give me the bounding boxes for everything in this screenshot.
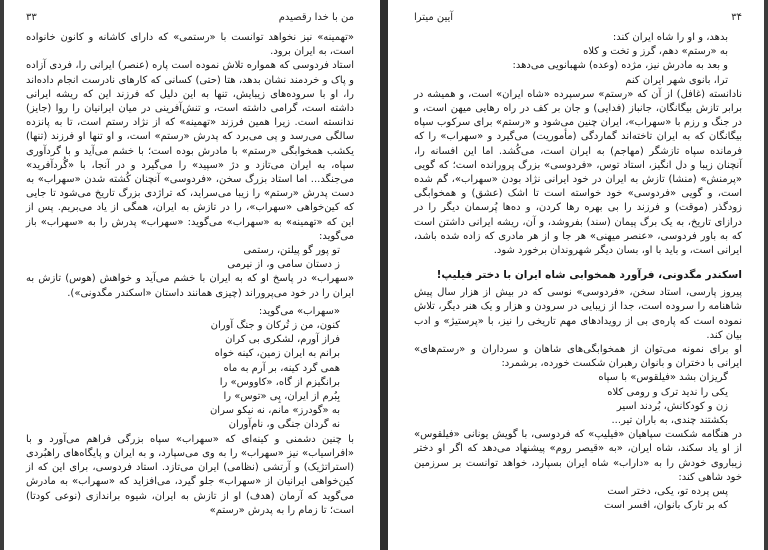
verse-line: ز دستان سامی و، از نیرمی — [227, 259, 340, 271]
paragraph: «تهمینه» نیز نخواهد توانست با «رستمی» که دارای کاشانه و کانون خانواده است، به ایران برود. — [26, 32, 354, 58]
verse-line: بدهد، و او را شاه ایران کند: — [612, 32, 728, 43]
running-title: من با خدا رقصیدم — [278, 12, 354, 23]
book-spine — [380, 0, 388, 550]
verse-line: گریزان بشد «فیلقوس» با سپاه — [598, 372, 728, 384]
verse-line: کنون، من ز تُرکان و جنگ آوران — [210, 320, 340, 332]
verse-line: برانگیزم از گاه، «کاووس» را — [219, 376, 340, 388]
verse-line: «سهراب» می‌گوید: — [258, 305, 340, 317]
verse-line: زن و کودکانش، بُردند اسیر — [616, 400, 728, 412]
verse-line: فراز آورم، لشکری بی کران — [225, 334, 340, 346]
page-body — [414, 31, 742, 514]
verse-line: همی گرد کینه، بر آرم به ماه — [223, 362, 340, 374]
page-number: ۳۳ — [26, 12, 37, 23]
paragraph: در هنگامه شکست سپاهیان «فیلیپ» که فردوسی، با گویش یونانی «فیلقوس» از او یاد سکند، شاه ایران، «به «قیصر روم» پیشنهاد می‌دهد که اگر او دختر زیباروی خودش را به «داراب» شاه ایران بسپارد، خواهد توانست بر سرزمین خود شاهی کند: — [414, 429, 742, 483]
page-number: ۳۴ — [731, 12, 742, 23]
verse-line: به «رستم» دهم، گرز و تخت و کلاه — [583, 46, 728, 58]
paragraph: نادانسته (غافل) از آن که «رستم» سرسپرده «شاه ایران» است، و همیشه در برابر تازش بیگانگان، جانباز (فدایی) و جان بر کف در راه رهایی میهن است، و در جنگ و رزم با «سهراب»، ایران چنین می‌شود و «رستم» برای سرکوب سپاه بیگانگان که به ایران تاخته‌اند گماردگی (مأموریت) می‌گیرد و «سهراب» را که فرمانده سپاه تازشگر (مهاجم) به ایران است، می‌کُشد. اما این افسانه را، آنچنان زیبا و دل انگیز، استاد توس، «فردوسی» بزرگ پرورانده است؛ که گویی «پرمنش» (منشا) تازش به ایران در خود ایرانی نژاد بودن «سهراب»، گم شده است، و گویی «فردوسی» خود خواسته است تا اشک (عشق) و همخوابگی زودگذر (موقت) و فرزند را بی بهره رها کردن، و ده‌ها پُرسمان دیگر را در درازای تاریخ، به یک برگ پیمان (سند) بفروشد، و آن، ریشه ایرانی داشتن است که به باور فردوسی، «عنصر میهنی» هر جا و از هر مادری که زاده شده باشد، ایرانی است، و باید با او، بسان دیگر شهروندان برخورد شود. — [414, 88, 742, 257]
section-heading: اسکندر مگدونی، فرآورد همخوابی شاه ایران با دختر فیلیپ! — [436, 269, 742, 282]
right-page — [388, 0, 764, 550]
paragraph: او برای نمونه می‌توان از همخوابگی‌های شاهان و سرداران و «رستم‌های» ایرانی با دختران و بانوان رهبران شکست خورده، برشمرد: — [414, 344, 742, 370]
page-header — [414, 12, 742, 23]
verse-line: نه گردان جنگی و، نام‌آوران — [228, 419, 340, 431]
verse-line: پس پرده تو، یکی، دختر است — [607, 486, 728, 498]
paragraph: «سهراب» در پاسخ او که به ایران با خشم می‌آید و خواهش (هوس) تازش به ایران را در خود می‌پروراند (چیزی همانند داستان «اسکندر مگدونی»). — [26, 273, 354, 299]
verse-line: یکی را ندید ترک و رومی کلاه — [607, 386, 728, 398]
running-title: آیین میترا — [414, 12, 454, 23]
paragraph: پیروز پارسی، استاد سخن، «فردوسی» نوسی که در بیش از هزار سال پیش شاهنامه را سروده است، جدا از زیبایی در سرودن و هزار و یک هنر دیگر، تلاش نموده است که پاره‌ی بی از رویدادهای مهم تاریخی را نیز، با «پرستیژ» و ادب بیان کند. — [414, 287, 742, 341]
verse-line: به «گودرز» مانم، نه نیکو سران — [209, 405, 340, 417]
verse-line: که بر تارک بانوان، افسر است — [603, 500, 728, 512]
paragraph: با چنین دشمنی و کینه‌ای که «سهراب» سپاه بزرگی فراهم می‌آورد و با «افراسیاب» نیز «سهراب» را به وی می‌سپارد، و به ایران و پایگاه‌های راهبُردی (استراتژیک) و آرتشی (نظامی) ایران می‌تازد. استاد فردوسی، برای این که از کین‌خواهی ایرانیان از «سهراب» جلو گیرد، می‌افزاید که «سهراب» به مادرش می‌گوید که آرمان (هدف) او از تازش به ایران، شیوه براندازی (نوعی کودتا) است؛ تا زمام را به پدرش «رستم» — [26, 433, 354, 516]
verse-line: ترا، بانوی شهر ایران کنم — [625, 74, 728, 86]
page-header — [26, 12, 354, 23]
page-body — [26, 31, 354, 518]
verse-line: بکشتند چندی، به باران تیر... — [611, 415, 728, 427]
left-page — [4, 0, 380, 550]
verse-line: برانم به ایران زمین، کینه خواه — [214, 348, 340, 360]
paragraph: استاد فردوسی که همواره تلاش نموده است پاره (عنصر) ایرانی را، فردی آزاده و پاک و خردمند نشان بدهد، هتا (حتی) کسانی که کارهای نادرست انجام داده‌اند را، او با سروده‌های زیبایش، تنها به این دلیل که فرزند این که ریشه ایرانی داشته است، گرامی داشته است، و تنش‌آفرینی در میان ایرانیان را روا (جایز) ندانسته است. زیرا همین فرزند «تهمینه» که از نژاد رستم است، تا به پانزده سالگی می‌رسد و پی می‌برد که پدرش «رستم» است، و او تنها او فرزند (تنها) یکشب همخوابگی «رستم» با مادرش بوده است؛ با خشم می‌آید و با گردآوری سپاه، به ایران می‌تازد و دژ «سپید» را می‌گیرد و در آنجا، با «گُردآفرید» می‌جنگد... اما استاد بزرگ سخن، «فردوسی» آنچنان کُشته شدن «سهراب» به دست پدرش «رستم» را زیبا می‌سراید، که تراژدی بزرگ تاریخ می‌شود تا جایی که کین‌خواهی «سهراب»، را در تازش به ایران، همگی از یاد می‌بریم. پس از این که «تهمینه» به «سهراب» می‌گوید: «سهراب» پدرش را به «سهراب» باز می‌گوید: — [26, 60, 354, 242]
verse-line: تو پور گو پیلتن، رستمی — [243, 245, 340, 257]
verse-line: و بعد به مادرش نیز، مژده (وعده) شهبانویی می‌دهد: — [512, 60, 728, 72]
verse-line: بِبُرم از ایران، پِی «توس» را — [223, 391, 340, 403]
